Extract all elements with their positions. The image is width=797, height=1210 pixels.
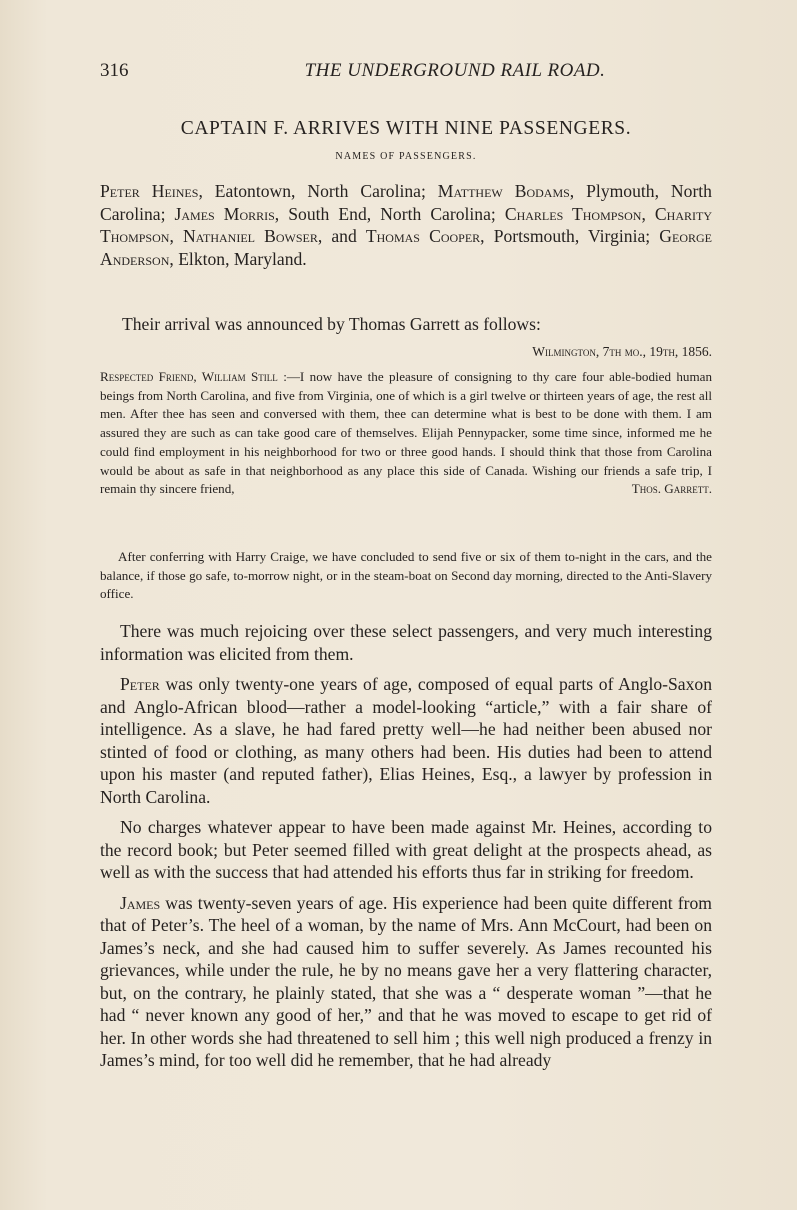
paragraph-peter bbox=[100, 673, 712, 808]
passenger-name: Nathaniel Bowser bbox=[182, 226, 318, 246]
passenger-origin: , Elkton, Maryland. bbox=[169, 248, 307, 269]
paragraph-heines: No charges whatever appear to have been made against Mr. Heines, according to the record book; but Peter seemed filled with great delight at the prospects ahead, as well as with the success that had attended his efforts thus far in striking for freedom. bbox=[100, 817, 712, 882]
narrative-body bbox=[100, 620, 712, 1080]
paragraph-james-name: James bbox=[120, 892, 161, 913]
passenger-name: Charity Thompson bbox=[100, 203, 712, 246]
paragraph-james-text: was twenty-seven years of age. His experience had been quite different from that of Peter’s. The heel of a woman, by the name of Mrs. Ann McCourt, had been on James’s neck, and she had caused him to suffer severely. As James recounted his grievances, while under the rule, he by no means gave her a very flattering character, but, on the contrary, he plainly stated, that she was a “ desperate woman ”—that he had “ never known any good of her,” and that he was moved to escape to get rid of her. In other words she had threatened to sell him ; this well nigh produced a frenzy in James’s mind, for too well did he remember, that he had already bbox=[100, 892, 712, 1070]
passenger-name: Thomas Cooper bbox=[365, 226, 481, 246]
paragraph-rejoicing: There was much rejoicing over these select passengers, and very much interesting information was elicited from them. bbox=[100, 621, 712, 664]
passenger-separator: , and bbox=[317, 226, 366, 246]
letter-intro: Their arrival was announced by Thomas Garrett as follows: bbox=[122, 314, 541, 334]
passenger-origin: , Plymouth, North Carolina; bbox=[100, 181, 712, 224]
letter-postscript: After conferring with Harry Craige, we have concluded to send five or six of them to-night in the cars, and the balance, if those go safe, to-morrow night, or in the steam-boat on Second day morning, directed to the Anti-Slavery office. bbox=[100, 549, 712, 602]
passenger-names-paragraph bbox=[100, 180, 712, 270]
letter-dateline: Wilmington, 7th mo., 19th, 1856. bbox=[532, 344, 712, 359]
letter-content: :—I now have the pleasure of consigning to thy care four able-bodied human beings from North Carolina, and five from Virginia, one of which is a girl twelve or thirteen years of age, the rest all men. After thee has seen and conversed with them, thee can determine what is best to be done with them. I am assured they are such as can take good care of themselves. Elijah Pennypacker, some time since, informed me he could find employment in his neighborhood for two or three good hands. I should think that those from Carolina would be about as safe in that neighborhood as any place this side of Canada. Wishing our friends a safe trip, I remain thy sincere friend, bbox=[100, 369, 713, 497]
running-title: THE UNDERGROUND RAIL ROAD. bbox=[304, 60, 606, 81]
letter-signature: Thos. Garrett. bbox=[631, 481, 712, 497]
paragraph-peter-text: was only twenty-one years of age, composed of equal parts of Anglo-Saxon and Anglo-African blood—rather a model-looking “article,” with a fair share of intelligence. As a slave, he had fared pretty well—he had neither been abused nor stinted of food or clothing, as many others had been. His duties had been to attend upon his master (and reputed father), Elias Heines, Esq., a lawyer by profession in North Carolina. bbox=[100, 674, 712, 807]
passenger-name: Charles Thompson bbox=[504, 203, 642, 224]
letter-postscript-block bbox=[100, 548, 712, 604]
letter-salutation: Respected Friend, William Still bbox=[100, 369, 278, 384]
passenger-origin: , Eatontown, North Carolina; bbox=[198, 181, 438, 201]
page-header bbox=[100, 60, 712, 88]
passenger-name: Matthew Bodams bbox=[437, 181, 570, 201]
page-number: 316 bbox=[100, 60, 129, 81]
passenger-separator: , bbox=[641, 203, 655, 224]
names-subheading: NAMES OF PASSENGERS. bbox=[335, 151, 477, 162]
passenger-name: George Anderson bbox=[100, 226, 712, 269]
chapter-title: CAPTAIN F. ARRIVES WITH NINE PASSENGERS. bbox=[180, 118, 632, 139]
paragraph-peter-name: Peter bbox=[120, 674, 160, 694]
passenger-origin: , Portsmouth, Virginia; bbox=[480, 226, 660, 246]
passenger-name: Peter Heines bbox=[100, 181, 199, 201]
passenger-name: James Morris bbox=[174, 203, 275, 224]
letter-body bbox=[100, 368, 712, 499]
paragraph-james bbox=[100, 892, 712, 1072]
passenger-separator: , bbox=[169, 226, 183, 246]
passenger-origin: , South End, North Carolina; bbox=[274, 203, 505, 224]
